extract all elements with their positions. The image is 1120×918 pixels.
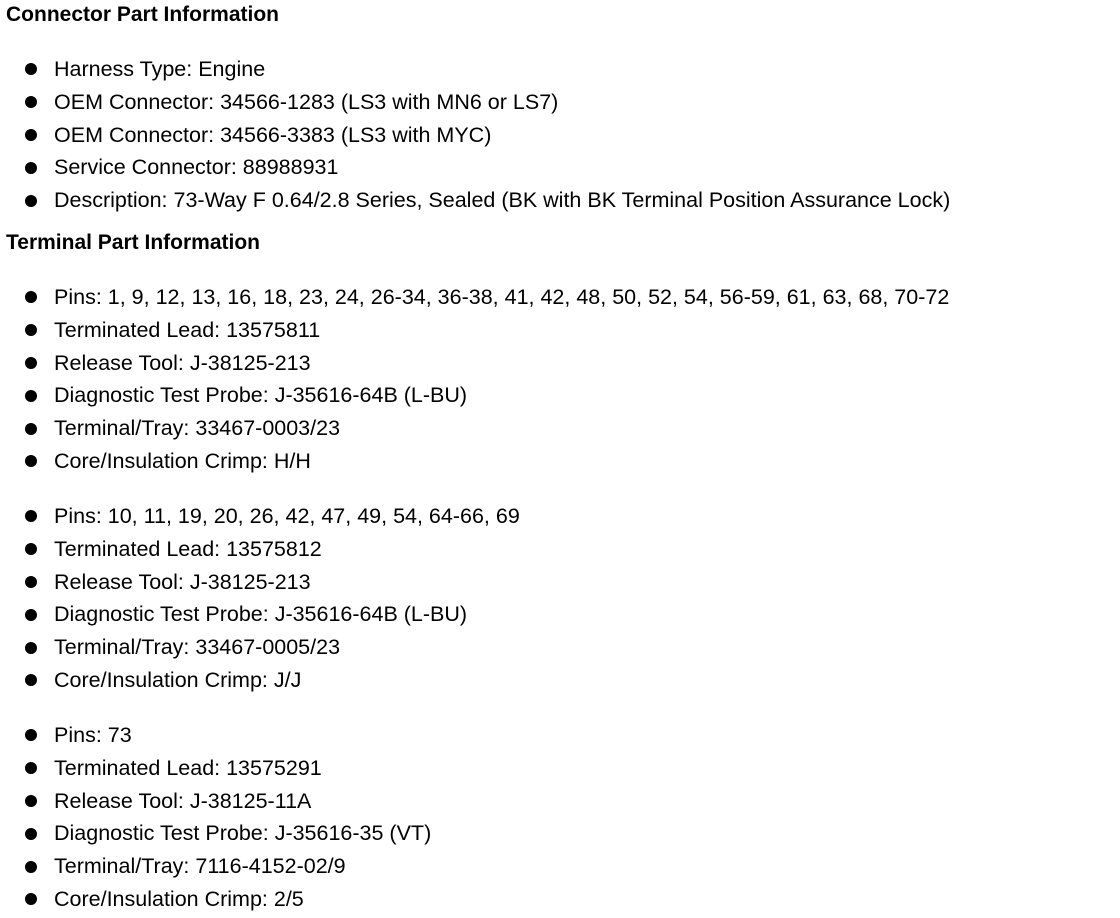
bullet-icon [25, 291, 37, 303]
list-item [0, 533, 520, 566]
list-item-text: Core/Insulation Crimp: J/J [54, 667, 302, 692]
bullet-icon [25, 162, 37, 174]
bullet-icon [25, 324, 37, 336]
list-item [0, 850, 431, 883]
list-item [0, 151, 950, 184]
list-item-text: Diagnostic Test Probe: J-35616-35 (VT) [54, 821, 432, 846]
bullet-icon [25, 357, 37, 369]
list-item [0, 184, 950, 217]
list-item-text: Release Tool: J-38125-213 [54, 350, 311, 375]
bullet-icon [25, 390, 37, 402]
bullet-icon [25, 795, 37, 807]
bullet-icon [25, 63, 37, 75]
list-item-text: Core/Insulation Crimp: H/H [54, 448, 311, 473]
bullet-icon [25, 828, 37, 840]
list-item [0, 785, 431, 818]
list-item-text: Core/Insulation Crimp: 2/5 [54, 886, 304, 911]
list-item-text: Pins: 10, 11, 19, 20, 26, 42, 47, 49, 54, 64-66, 69 [54, 504, 520, 528]
list-item-text: Release Tool: J-38125-11A [54, 788, 312, 813]
bullet-icon [25, 510, 37, 522]
bullet-icon [25, 195, 37, 207]
terminal-group-2 [0, 500, 520, 697]
list-item [0, 86, 950, 119]
list-item [0, 883, 431, 916]
list-item-text: Terminal/Tray: 33467-0005/23 [54, 635, 341, 660]
bullet-icon [25, 861, 37, 873]
bullet-icon [25, 729, 37, 741]
list-item-text: Diagnostic Test Probe: J-35616-64B (L-BU) [54, 602, 468, 627]
list-item-text: Terminal/Tray: 33467-0003/23 [54, 416, 341, 441]
terminal-heading: Terminal Part Information [6, 231, 260, 254]
list-item [0, 817, 431, 850]
bullet-icon [25, 674, 37, 686]
list-item-text: Terminated Lead: 13575812 [54, 536, 322, 561]
list-item [0, 719, 431, 752]
bullet-icon [25, 893, 37, 905]
list-item-text: Service Connector: 88988931 [54, 155, 339, 180]
terminal-group-3 [0, 719, 431, 916]
terminal-group-1 [0, 281, 949, 478]
list-item [0, 412, 949, 445]
list-item-text: Terminated Lead: 13575811 [54, 317, 321, 342]
list-item [0, 631, 520, 664]
list-item-text: Release Tool: J-38125-213 [54, 569, 311, 594]
bullet-icon [25, 576, 37, 588]
list-item-text: Harness Type: Engine [54, 57, 266, 81]
list-item-text: Pins: 1, 9, 12, 13, 16, 18, 23, 24, 26-34, 36-38, 41, 42, 48, 50, 52, 54, 56-59, 61, 63, 68, 70-72 [54, 285, 950, 309]
list-item-text: OEM Connector: 34566-1283 (LS3 with MN6 or LS7) [54, 89, 559, 114]
bullet-icon [25, 96, 37, 108]
list-item [0, 314, 949, 347]
list-item [0, 566, 520, 599]
list-item-text: Description: 73-Way F 0.64/2.8 Series, Sealed (BK with BK Terminal Position Assurance Lock) [54, 188, 951, 213]
list-item-text: Terminated Lead: 13575291 [54, 755, 322, 780]
list-item-text: Pins: 73 [54, 723, 132, 747]
connector-list [0, 53, 950, 217]
bullet-icon [25, 609, 37, 621]
bullet-icon [25, 543, 37, 555]
bullet-icon [25, 423, 37, 435]
bullet-icon [25, 642, 37, 654]
bullet-icon [25, 762, 37, 774]
list-item-text: Terminal/Tray: 7116-4152-02/9 [54, 854, 346, 879]
list-item [0, 752, 431, 785]
list-item [0, 445, 949, 478]
list-item-text: Diagnostic Test Probe: J-35616-64B (L-BU) [54, 383, 468, 408]
list-item [0, 500, 520, 533]
list-item [0, 598, 520, 631]
list-item [0, 53, 950, 86]
list-item [0, 664, 520, 697]
connector-heading: Connector Part Information [6, 3, 280, 26]
bullet-icon [25, 129, 37, 141]
list-item [0, 119, 950, 152]
list-item-text: OEM Connector: 34566-3383 (LS3 with MYC) [54, 122, 492, 147]
list-item [0, 379, 949, 412]
bullet-icon [25, 455, 37, 467]
list-item [0, 281, 949, 314]
list-item [0, 347, 949, 380]
